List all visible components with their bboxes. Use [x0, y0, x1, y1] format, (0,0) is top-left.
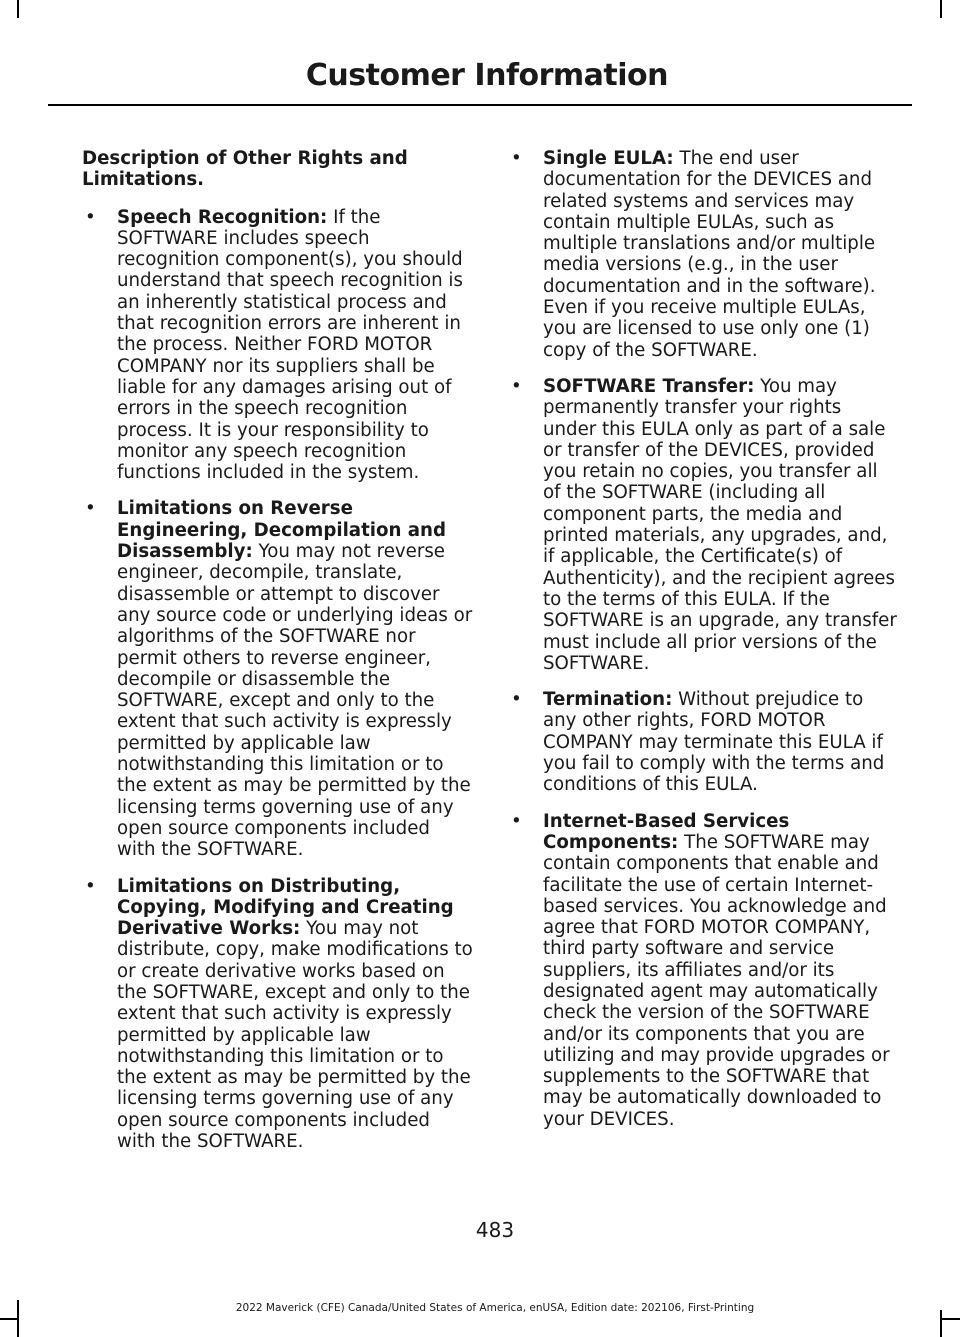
list-item [508, 148, 900, 361]
bullet-icon: • [511, 810, 522, 832]
bullet-icon: • [511, 375, 522, 397]
item-lead: SOFTWARE Transfer: [543, 375, 755, 397]
crop-mark-top-left [17, 0, 19, 18]
bullet-icon: • [511, 689, 522, 711]
crop-mark-bottom-right [940, 1310, 942, 1337]
list-item [508, 811, 900, 1130]
item-lead: Termination: [543, 689, 673, 711]
item-body: The end user documentation for the DEVICES and related systems and services may contain multiple EULAs, such as multiple translations and/or multiple media versions (e.g., in the user documentation and in the software). Even if you receive multiple EULAs, you are licensed to use only one (1) copy of the SOFTWARE. [543, 148, 876, 361]
list-item [82, 876, 474, 1153]
item-body: You may permanently transfer your rights under this EULA only as part of a sale or transfer of the DEVICES, provided you retain no copies, you transfer all of the SOFTWARE (including all component parts, the media and printed materials, any upgrades, and, if applicable, the Certificate(s) of Authenticity), and the recipient agrees to the terms of this EULA. If the SOFTWARE is an upgrade, any transfer must include all prior versions of the SOFTWARE. [543, 375, 897, 674]
item-body: If the SOFTWARE includes speech recognition component(s), you should understand that speech recognition is an inherently statistical process and that recognition errors are inherent in the process. Neither FORD MOTOR COMPANY nor its suppliers shall be liable for any damages arising out of errors in the speech recognition process. It is your responsibility to monitor any speech recognition functions included in the system. [117, 206, 463, 484]
bullet-icon: • [85, 875, 96, 897]
footer-edition-info: 2022 Maverick (CFE) Canada/United States of America, enUSA, Edition date: 202106, First-Printing [235, 1302, 755, 1314]
item-body: You may not distribute, copy, make modifications to or create derivative works based on the SOFTWARE, except and only to the extent that such activity is expressly permitted by applicable law notwithstanding this limitation or to the extent as may be permitted by the licensing terms governing use of any open source components included with the SOFTWARE. [117, 918, 473, 1153]
item-lead: Internet-Based Services Components: [543, 810, 790, 853]
item-lead: Single EULA: [543, 148, 674, 169]
crop-mark-bottom-right-h [940, 1318, 960, 1320]
page-number: 483 [475, 1218, 515, 1242]
list-item [82, 498, 474, 860]
list-item [82, 207, 474, 484]
bullet-icon: • [511, 148, 522, 169]
item-lead: Limitations on Reverse Engineering, Decompilation and Disassembly: [117, 498, 447, 563]
header-divider [48, 104, 912, 106]
crop-mark-bottom-left-h [0, 1318, 18, 1320]
page-header-title: Customer Information [305, 58, 668, 93]
item-lead: Limitations on Distributing, Copying, Modifying and Creating Derivative Works: [117, 875, 454, 940]
item-body: Without prejudice to any other rights, FORD MOTOR COMPANY may terminate this EULA if you fail to comply with the terms and conditions of this EULA. [543, 689, 885, 796]
right-bullet-list [508, 148, 900, 1130]
bullet-icon: • [85, 498, 96, 520]
item-body: You may not reverse engineer, decompile, translate, disassemble or attempt to discover any source code or underlying ideas or algorithms of the SOFTWARE nor permit others to reverse engineer, decompile or disassemble the SOFTWARE, except and only to the extent that such activity is expressly permitted by applicable law notwithstanding this limitation or to the extent as may be permitted by the licensing terms governing use of any open source components included with the SOFTWARE. [117, 541, 473, 861]
list-item [508, 689, 900, 795]
bullet-icon: • [85, 206, 96, 228]
item-lead: Speech Recognition: [117, 206, 328, 228]
crop-mark-top-right [940, 0, 942, 18]
right-column [508, 148, 900, 1145]
list-item [508, 376, 900, 674]
item-body: The SOFTWARE may contain components that enable and facilitate the use of certain Internet-based services. You acknowledge and agree that FORD MOTOR COMPANY, third party software and service suppliers, its affiliates and/or its designated agent may automatically check the version of the SOFTWARE and/or its components that you are utilizing and may provide upgrades or supplements to the SOFTWARE that may be automatically downloaded to your DEVICES. [543, 831, 890, 1130]
left-bullet-list [82, 207, 474, 1153]
section-heading: Description of Other Rights and Limitations. [82, 148, 408, 191]
left-column [82, 148, 474, 1167]
